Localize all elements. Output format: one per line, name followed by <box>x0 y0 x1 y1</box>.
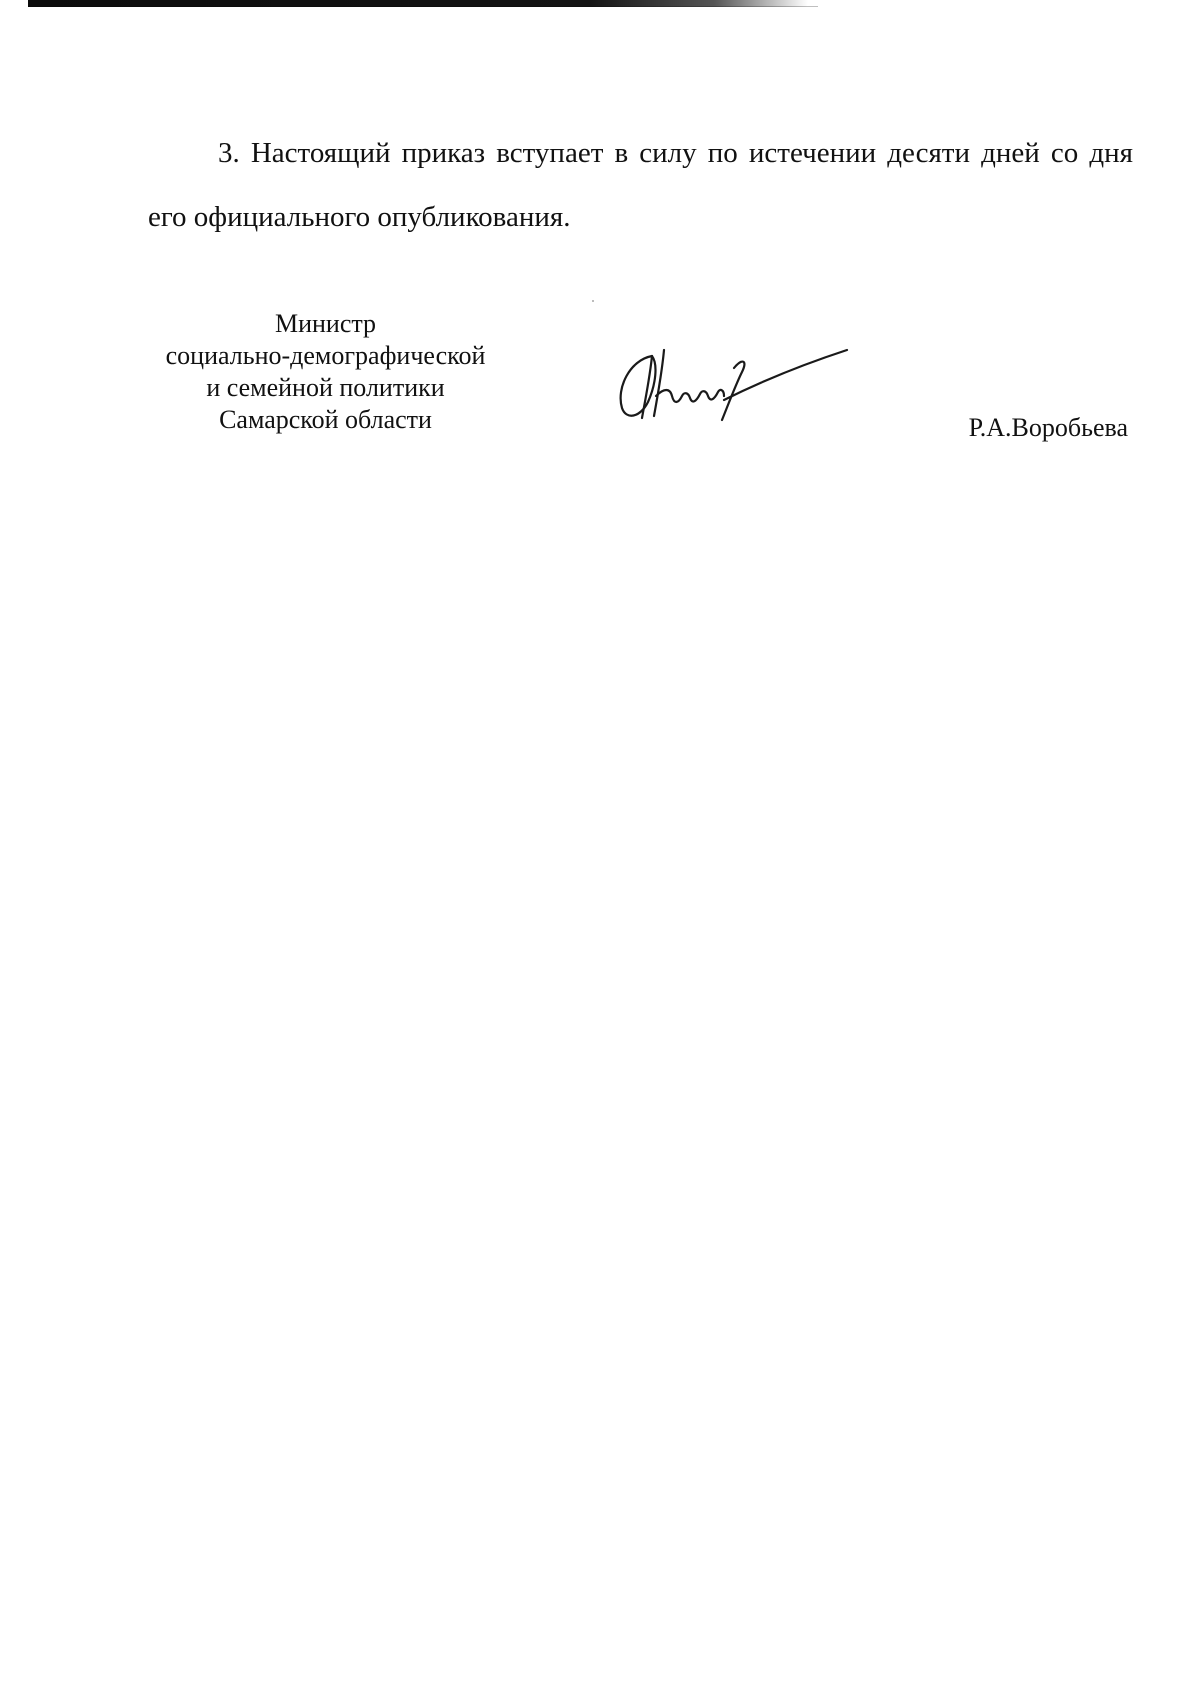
signature-stroke <box>724 350 847 400</box>
paragraph-3: 3. Настоящий приказ вступает в силу по истечении десяти дней со дня его официального опубликования. <box>148 137 1133 233</box>
signature-stroke <box>656 390 724 402</box>
signature-stroke <box>654 350 664 416</box>
signature-stroke <box>642 356 652 418</box>
signatory-name: Р.А.Воробьева <box>968 413 1128 442</box>
scan-top-edge-shadow <box>28 6 818 7</box>
signatory-position-line: Самарской области <box>219 405 432 434</box>
scan-speck <box>592 300 594 302</box>
signatory-position-line: социально-демографической <box>165 341 486 370</box>
handwritten-signature <box>612 338 862 428</box>
signatory-position <box>148 308 503 436</box>
signatory-position-line: Министр <box>274 309 377 338</box>
signatory-position-line: и семейной политики <box>206 373 445 402</box>
